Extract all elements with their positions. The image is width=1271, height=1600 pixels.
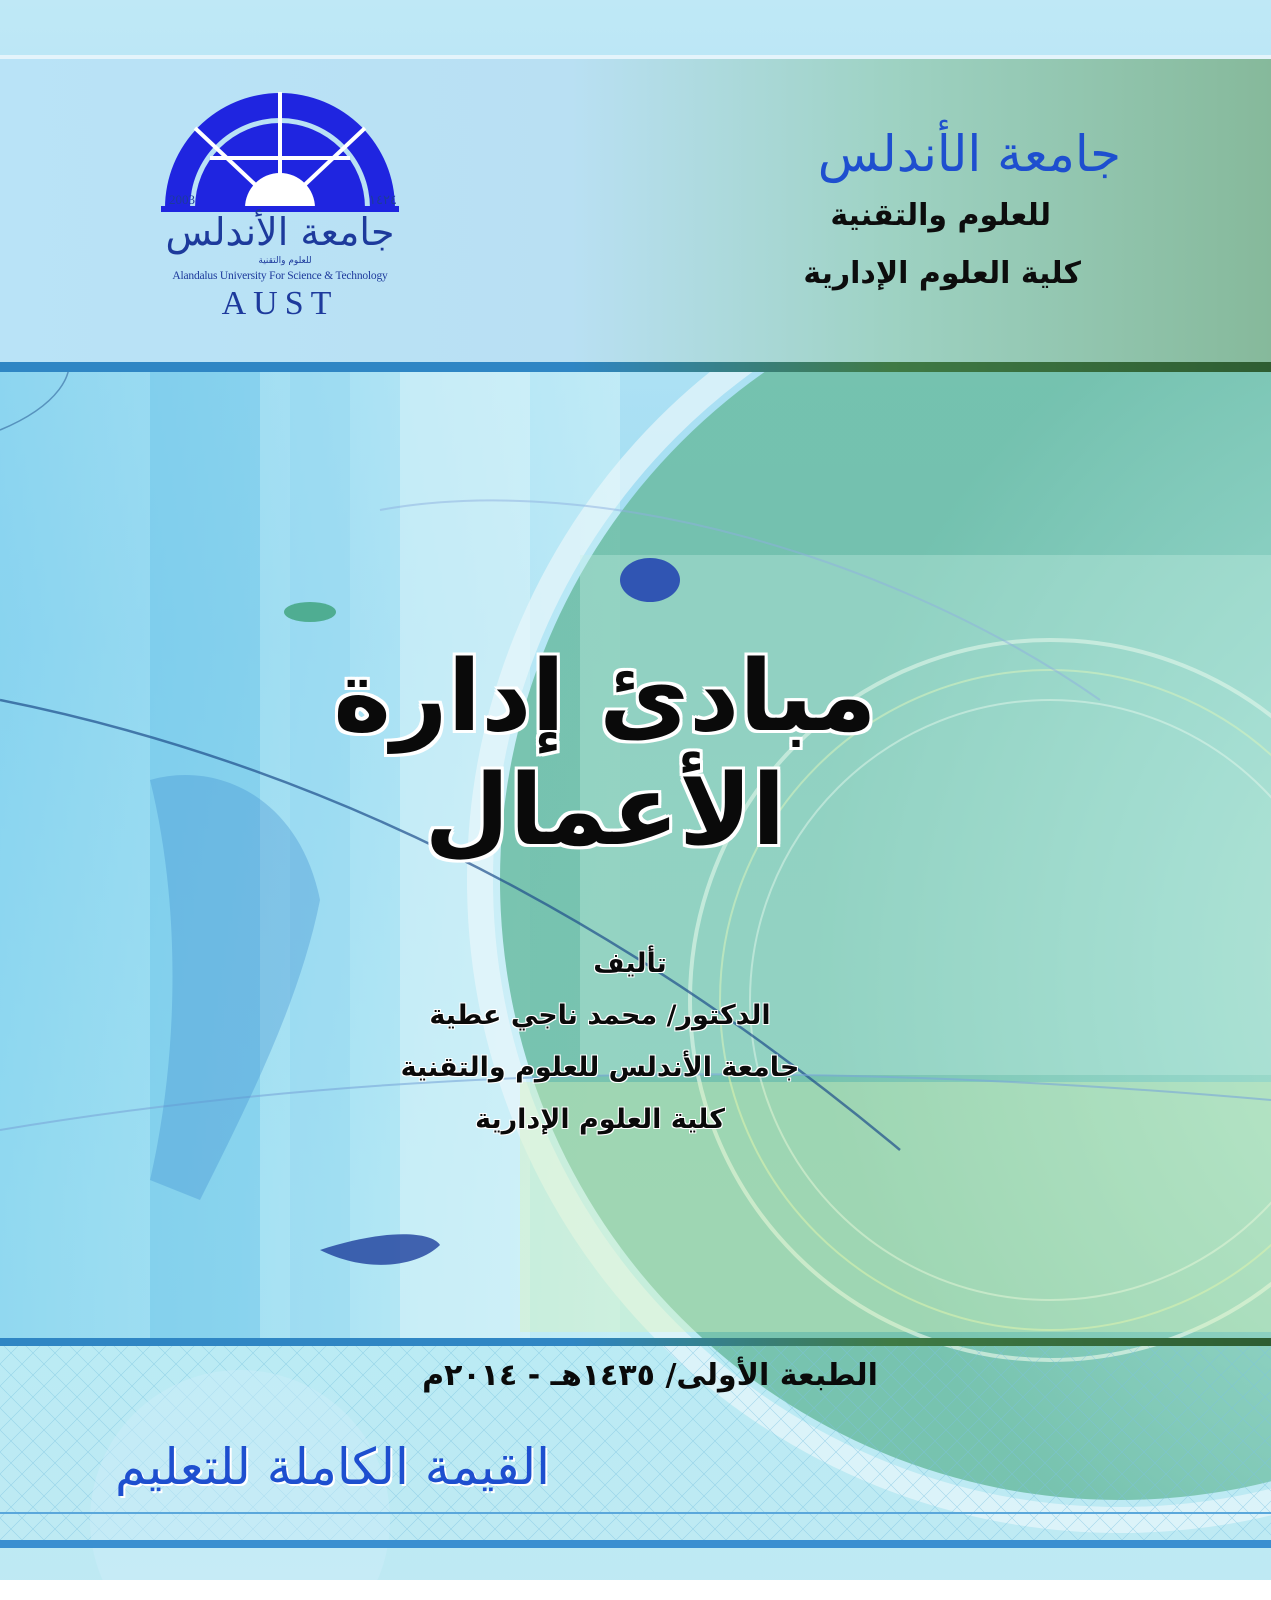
page-bottom-margin: [0, 1580, 1271, 1600]
author-college: كلية العلوم الإدارية: [475, 1104, 725, 1135]
logo-name-arabic: جامعة الأندلس: [165, 210, 395, 254]
university-subtitle: للعلوم والتقنية: [830, 198, 1051, 233]
author-name: الدكتور/ محمد ناجي عطية: [429, 1000, 771, 1031]
author-university: جامعة الأندلس للعلوم والتقنية: [400, 1052, 800, 1083]
footer-rule-bottom: [0, 1540, 1271, 1548]
author-block: [360, 938, 840, 1146]
footer-rule-top: [0, 1338, 1271, 1346]
logo-name-english: Alandalus University For Science & Technology: [172, 270, 388, 282]
logo-year-hijri: ١٤٢٤: [369, 192, 397, 207]
college-name: كلية العلوم الإدارية: [803, 256, 1081, 291]
edition-text: الطبعة الأولى/ ١٤٣٥هـ - ٢٠١٤م: [422, 1358, 878, 1393]
header-rule-top: [0, 55, 1271, 59]
university-logo: [155, 88, 405, 333]
logo-year-gregorian: 2003: [169, 192, 195, 207]
slogan-text: القيمة الكاملة للتعليم: [114, 1438, 550, 1496]
logo-abbreviation: AUST: [221, 285, 339, 322]
header-rule-bottom: [0, 362, 1271, 372]
book-title: مبادئ إدارة الأعمال: [333, 640, 877, 868]
logo-subtitle-arabic: للعلوم والتقنية: [258, 256, 312, 266]
footer-rule-thin: [0, 1512, 1271, 1514]
university-name: جامعة الأندلس: [817, 125, 1121, 183]
author-label: تأليف: [593, 948, 667, 979]
